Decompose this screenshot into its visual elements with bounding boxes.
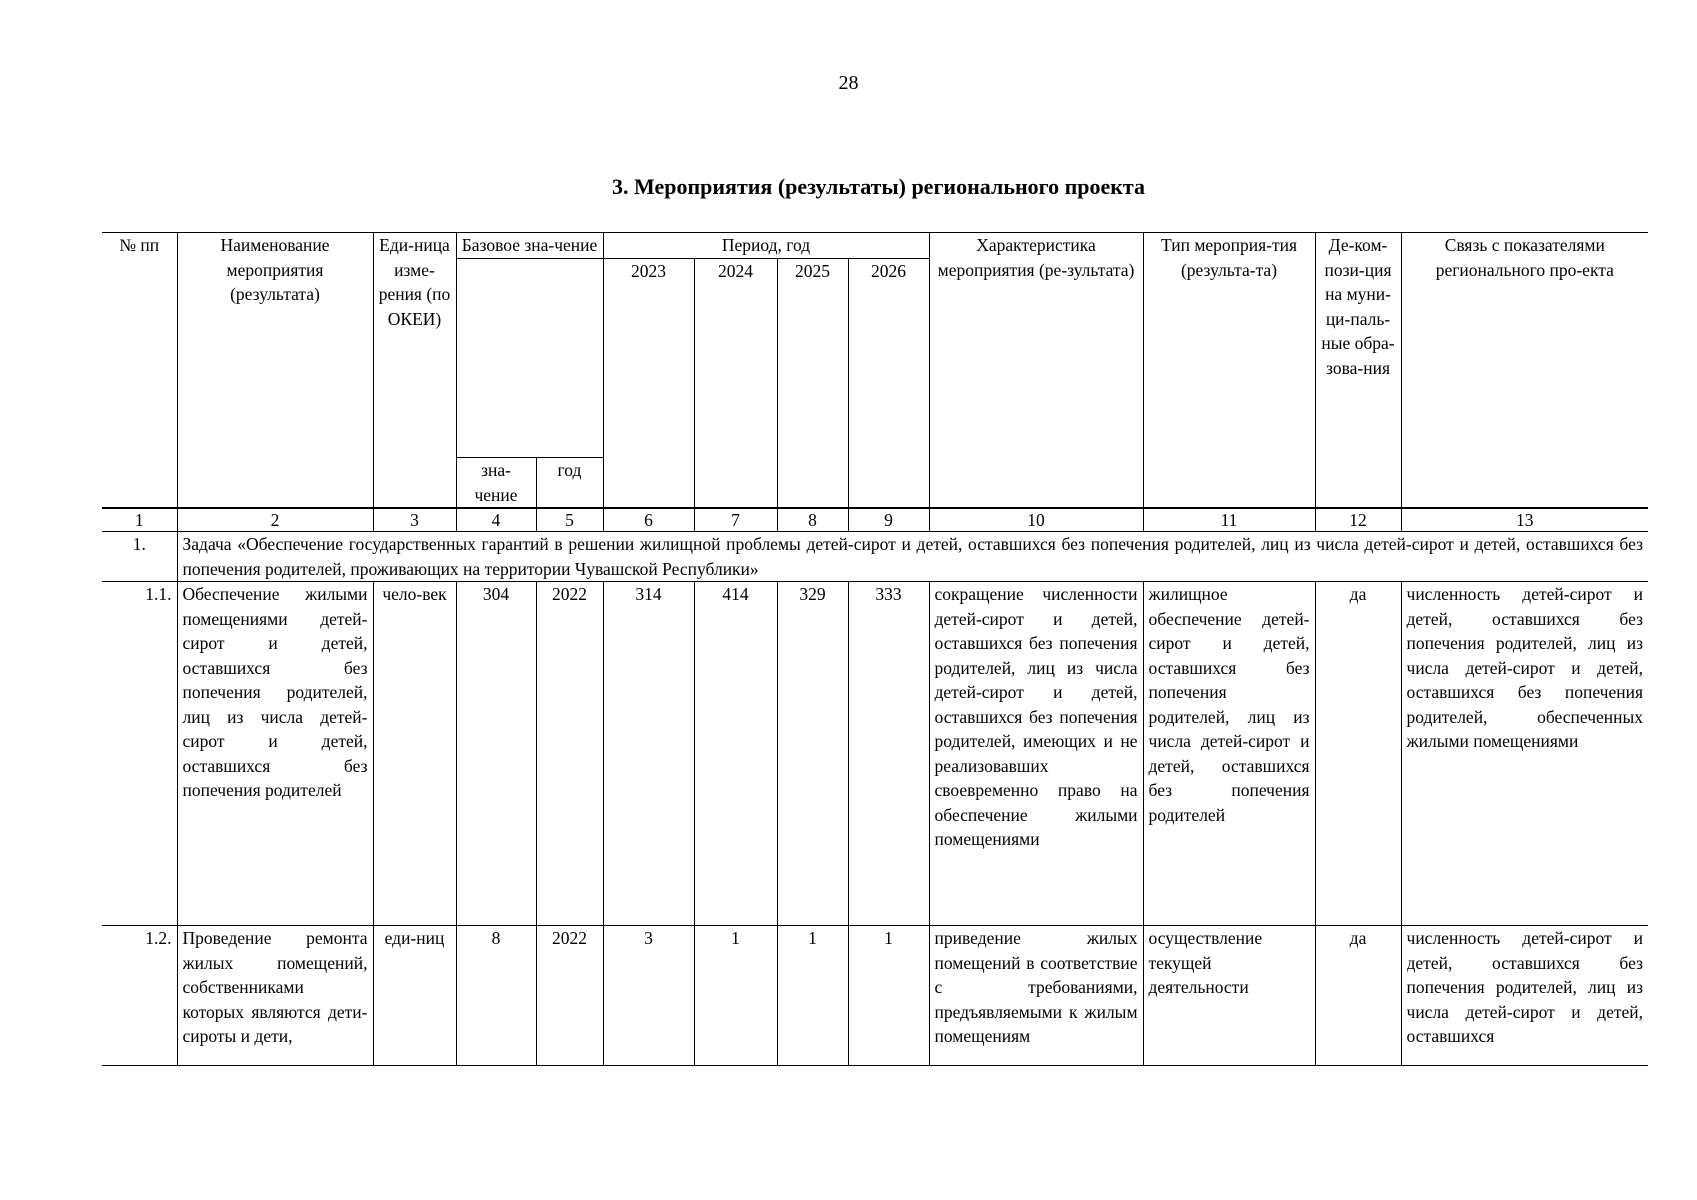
row-base-year: 2022	[536, 582, 603, 926]
row-decomposition: да	[1315, 926, 1401, 1066]
header-num: № пп	[102, 233, 177, 509]
row-value-2026: 333	[848, 582, 929, 926]
row-base-value: 304	[456, 582, 536, 926]
row-value-2023: 3	[603, 926, 694, 1066]
task-text: Задача «Обеспечение государственных гарантий в решении жилищной проблемы детей-сирот и детей, оставшихся без попечения родителей, лиц из числа детей-сирот и детей, оставшихся без попечения родителей, проживающих на территории Чувашской Республики»	[177, 532, 1648, 582]
task-num: 1.	[102, 532, 177, 582]
header-base: Базовое зна-чение	[456, 233, 603, 259]
column-number: 6	[603, 508, 694, 532]
column-number: 7	[694, 508, 777, 532]
row-num: 1.1.	[102, 582, 177, 926]
row-type: осуществление текущей деятельности	[1143, 926, 1315, 1066]
row-base-value: 8	[456, 926, 536, 1066]
row-name: Проведение ремонта жилых помещений, собственниками которых являются дети-сироты и дети,	[182, 928, 368, 1046]
header-link: Связь с показателями регионального про-екта	[1401, 233, 1648, 509]
row-characteristic: приведение жилых помещений в соответствие с требованиями, предъявляемыми к жилым помещениям	[934, 928, 1138, 1046]
row-name: Обеспечение жилыми помещениями детей-сирот и детей, оставшихся без попечения родителей, лиц из числа детей-сирот и детей, оставшихся без попечения родителей	[177, 582, 373, 926]
row-decomposition: да	[1315, 582, 1401, 926]
row-value-2025: 329	[777, 582, 848, 926]
column-number: 10	[929, 508, 1143, 532]
events-table	[102, 232, 1648, 1066]
column-number: 3	[373, 508, 456, 532]
row-characteristic: сокращение численности детей-сирот и детей, оставшихся без попечения родителей, лиц из числа детей-сирот и детей, оставшихся без попечения родителей, имеющих и не реализовавших своевременно право на обеспечение жилыми помещениями	[929, 582, 1143, 926]
header-name: Наименование мероприятия (результата)	[177, 233, 373, 509]
header-row	[102, 233, 1648, 259]
table-row	[102, 926, 1648, 1066]
row-type: жилищное обеспечение детей-сирот и детей, оставшихся без попечения родителей, лиц из числа детей-сирот и детей, оставшихся без попечения родителей	[1143, 582, 1315, 926]
column-number: 5	[536, 508, 603, 532]
column-number: 8	[777, 508, 848, 532]
row-value-2026: 1	[848, 926, 929, 1066]
row-link-cell	[1401, 926, 1648, 1066]
header-characteristic: Характеристика мероприятия (ре-зультата)	[929, 233, 1143, 509]
column-number: 12	[1315, 508, 1401, 532]
row-unit: чело-век	[373, 582, 456, 926]
column-number: 9	[848, 508, 929, 532]
column-number: 2	[177, 508, 373, 532]
header-year-2024: 2024	[694, 258, 777, 508]
header-year-2026: 2026	[848, 258, 929, 508]
section-title: 3. Мероприятия (результаты) регионального проекта	[611, 174, 1146, 199]
row-link: численность детей-сирот и детей, оставшихся без попечения родителей, лиц из числа детей-сирот и детей, оставшихся без попечения родителей, обеспеченных жилыми помещениями	[1401, 582, 1648, 926]
task-row	[102, 532, 1648, 582]
header-unit: Еди-ница изме-рения (по ОКЕИ)	[373, 233, 456, 509]
column-number: 13	[1401, 508, 1648, 532]
column-number: 11	[1143, 508, 1315, 532]
row-unit: еди-ниц	[373, 926, 456, 1066]
row-characteristic-cell	[929, 926, 1143, 1066]
column-numbers-row	[102, 508, 1648, 532]
row-num: 1.2.	[102, 926, 177, 1066]
row-value-2023: 314	[603, 582, 694, 926]
row-value-2025: 1	[777, 926, 848, 1066]
row-value-2024: 1	[694, 926, 777, 1066]
header-base-value: зна-чение	[456, 458, 536, 509]
table-row	[102, 582, 1648, 926]
header-period: Период, год	[603, 233, 929, 259]
row-base-year: 2022	[536, 926, 603, 1066]
row-link: численность детей-сирот и детей, оставшихся без попечения родителей, лиц из числа детей-сирот и детей, оставшихся	[1406, 928, 1644, 1046]
row-value-2024: 414	[694, 582, 777, 926]
header-base-year: год	[536, 458, 603, 509]
header-year-2025: 2025	[777, 258, 848, 508]
header-type: Тип мероприя-тия (результа-та)	[1143, 233, 1315, 509]
column-number: 1	[102, 508, 177, 532]
column-number: 4	[456, 508, 536, 532]
page-number: 28	[838, 72, 859, 94]
row-name-cell	[177, 926, 373, 1066]
header-decomposition: Де-ком-пози-ция на муни-ци-паль-ные обра-зова-ния	[1315, 233, 1401, 509]
header-year-2023: 2023	[603, 258, 694, 508]
header-base-spacer	[456, 258, 603, 458]
